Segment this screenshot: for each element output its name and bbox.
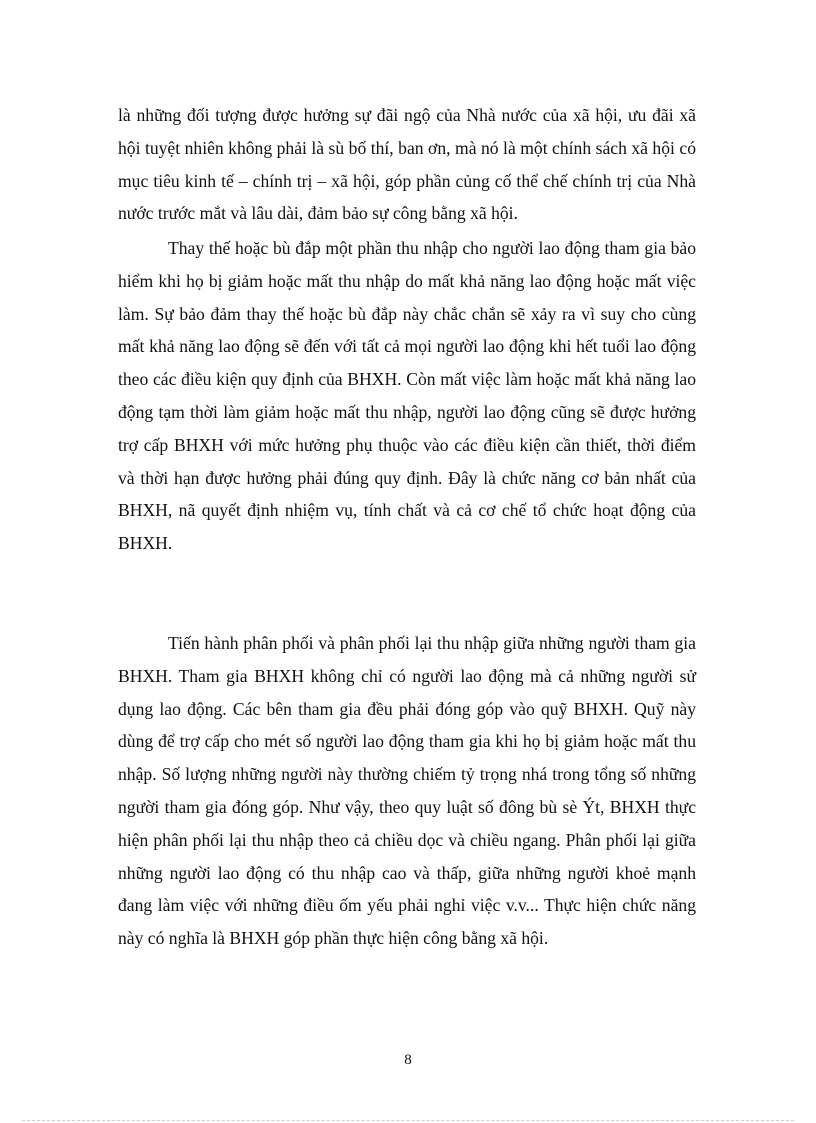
paragraph-income-redistribution: Tiến hành phân phối và phân phối lại thu nhập giữa những người tham gia BHXH. Tham gia BHXH không chỉ có người lao động mà cả những người sử dụng lao động. Các bên tham gia đều phải đóng góp vào quỹ BHXH. Quỹ này dùng để trợ cấp cho mét số người lao động tham gia khi họ bị giảm hoặc mất thu nhập. Số lượng những người này thường chiếm tỷ trọng nhá trong tổng số những người tham gia đóng góp. Như vậy, theo quy luật số đông bù sè Ýt, BHXH thực hiện phân phối lại thu nhập theo cả chiều dọc và chiều ngang. Phân phối lại giữa những người lao động có thu nhập cao và thấp, giữa những người khoẻ mạnh đang làm việc với những điều ốm yếu phải nghỉ việc v.v... Thực hiện chức năng này có nghĩa là BHXH góp phần thực hiện công bằng xã hội. <box>118 633 696 949</box>
page-number: 8 <box>404 1052 412 1068</box>
paragraph-income-replacement: Thay thế hoặc bù đắp một phần thu nhập cho người lao động tham gia bảo hiểm khi họ bị giảm hoặc mất thu nhập do mất khả năng lao động hoặc mất việc làm. Sự bảo đảm thay thế hoặc bù đắp này chắc chắn sẽ xảy ra vì suy cho cùng mất khả năng lao động sẽ đến với tất cả mọi người lao động khi hết tuổi lao động theo các điều kiện quy định của BHXH. Còn mất việc làm hoặc mất khả năng lao động tạm thời làm giảm hoặc mất thu nhập, người lao động cũng sẽ được hưởng trợ cấp BHXH với mức hưởng phụ thuộc vào các điều kiện cần thiết, thời điểm và thời hạn được hưởng phải đúng quy định. Đây là chức năng cơ bản nhất của BHXH, nã quyết định nhiệm vụ, tính chất và cả cơ chế tổ chức hoạt động của BHXH. <box>118 238 696 554</box>
page-bottom-divider <box>22 1120 794 1121</box>
paragraph-continuation: là những đối tượng được hưởng sự đãi ngộ của Nhà nước của xã hội, ưu đãi xã hội tuyệt nhiên không phải là sù bố thí, ban ơn, mà nó là một chính sách xã hội có mục tiêu kinh tế – chính trị – xã hội, góp phần củng cố thể chế chính trị của Nhà nước trước mắt và lâu dài, đảm bảo sự công bằng xã hội. <box>118 105 696 224</box>
